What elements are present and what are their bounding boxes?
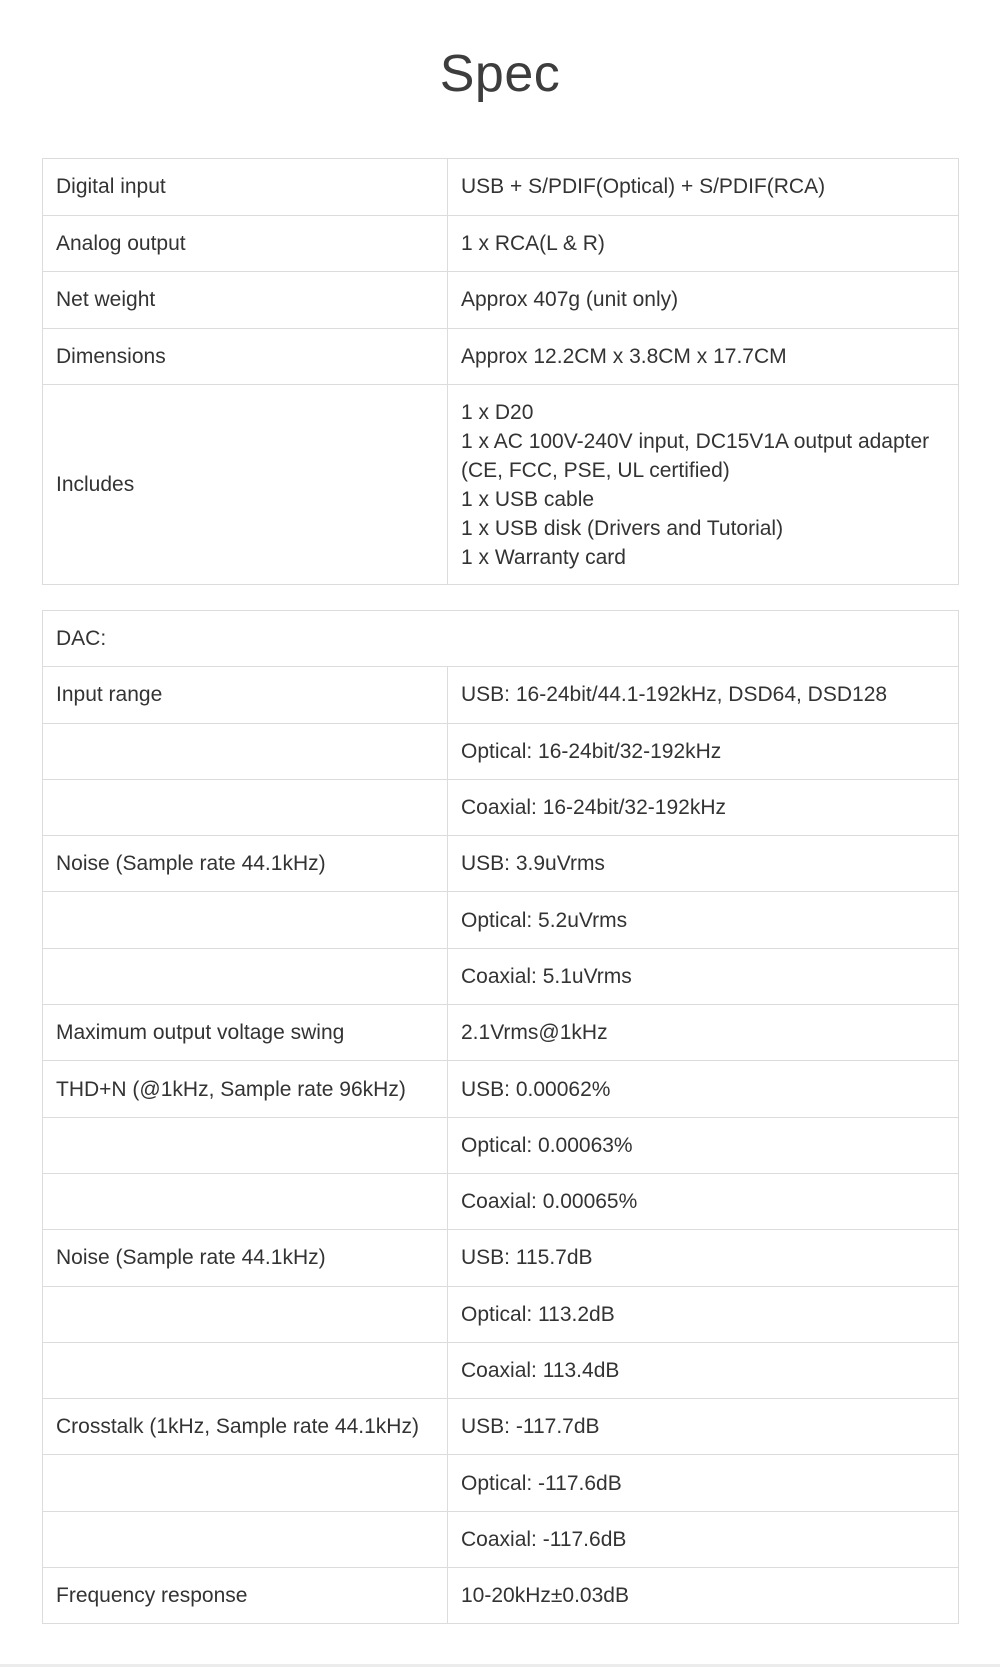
spec-label: Analog output <box>43 215 448 272</box>
spec-label: Includes <box>43 385 448 585</box>
includes-item: 1 x USB cable <box>461 487 595 511</box>
table-row <box>43 723 959 779</box>
spec-value: Coaxial: 0.00065% <box>448 1173 959 1229</box>
general-spec-table <box>42 158 959 585</box>
spec-value: Coaxial: 5.1uVrms <box>448 948 959 1004</box>
spec-label: Noise (Sample rate 44.1kHz) <box>43 836 448 892</box>
spec-label <box>43 1455 448 1511</box>
spec-value: USB: 115.7dB <box>448 1230 959 1286</box>
spec-value: Optical: 113.2dB <box>448 1286 959 1342</box>
includes-item: 1 x USB disk (Drivers and Tutorial) <box>461 516 784 540</box>
spec-value: Coaxial: -117.6dB <box>448 1511 959 1567</box>
spec-value: Coaxial: 113.4dB <box>448 1342 959 1398</box>
spec-label: Net weight <box>43 272 448 329</box>
spec-label: Crosstalk (1kHz, Sample rate 44.1kHz) <box>43 1399 448 1455</box>
table-row <box>43 159 959 216</box>
spec-value: USB: 16-24bit/44.1-192kHz, DSD64, DSD128 <box>448 667 959 723</box>
spec-label <box>43 948 448 1004</box>
spec-value: Optical: 16-24bit/32-192kHz <box>448 723 959 779</box>
includes-list <box>448 385 959 585</box>
table-row <box>43 1342 959 1398</box>
spec-label <box>43 892 448 948</box>
spec-label <box>43 1173 448 1229</box>
spec-label <box>43 1117 448 1173</box>
spec-label: Maximum output voltage swing <box>43 1005 448 1061</box>
spec-value: Optical: 0.00063% <box>448 1117 959 1173</box>
table-row <box>43 1511 959 1567</box>
table-row <box>43 667 959 723</box>
spec-label <box>43 723 448 779</box>
table-row <box>43 1399 959 1455</box>
table-row <box>43 836 959 892</box>
page-title: Spec <box>439 45 561 103</box>
spec-value: USB + S/PDIF(Optical) + S/PDIF(RCA) <box>448 159 959 216</box>
includes-item: 1 x AC 100V-240V input, DC15V1A output adapter <box>461 429 930 453</box>
table-row <box>43 1061 959 1117</box>
spec-label: THD+N (@1kHz, Sample rate 96kHz) <box>43 1061 448 1117</box>
spec-label <box>43 1286 448 1342</box>
table-row <box>43 1568 959 1624</box>
spec-value: 2.1Vrms@1kHz <box>448 1005 959 1061</box>
table-row <box>43 948 959 1004</box>
spec-value: USB: 0.00062% <box>448 1061 959 1117</box>
spec-value: USB: 3.9uVrms <box>448 836 959 892</box>
spec-value: Approx 407g (unit only) <box>448 272 959 329</box>
spec-label: Input range <box>43 667 448 723</box>
spec-value: 10-20kHz±0.03dB <box>448 1568 959 1624</box>
spec-value: Optical: 5.2uVrms <box>448 892 959 948</box>
includes-item: 1 x D20 <box>461 400 534 424</box>
spec-value: USB: -117.7dB <box>448 1399 959 1455</box>
spec-label <box>43 1511 448 1567</box>
spec-label: Noise (Sample rate 44.1kHz) <box>43 1230 448 1286</box>
dac-spec-table <box>42 610 959 1624</box>
table-row <box>43 1005 959 1061</box>
table-row <box>43 328 959 385</box>
table-row <box>43 1455 959 1511</box>
table-row <box>43 1230 959 1286</box>
spec-label: Digital input <box>43 159 448 216</box>
spec-label: Dimensions <box>43 328 448 385</box>
spec-label <box>43 779 448 835</box>
spec-value: 1 x RCA(L & R) <box>448 215 959 272</box>
spec-value: Approx 12.2CM x 3.8CM x 17.7CM <box>448 328 959 385</box>
table-row <box>43 892 959 948</box>
table-row <box>43 1173 959 1229</box>
table-row-includes <box>43 385 959 585</box>
includes-item: 1 x Warranty card <box>461 545 626 569</box>
spec-value: Optical: -117.6dB <box>448 1455 959 1511</box>
table-row <box>43 1117 959 1173</box>
dac-header-row <box>43 611 959 667</box>
table-row <box>43 272 959 329</box>
spec-label: Frequency response <box>43 1568 448 1624</box>
table-row <box>43 215 959 272</box>
spec-label <box>43 1342 448 1398</box>
spec-value: Coaxial: 16-24bit/32-192kHz <box>448 779 959 835</box>
table-row <box>43 779 959 835</box>
table-row <box>43 1286 959 1342</box>
dac-section-header: DAC: <box>43 611 959 667</box>
includes-item: (CE, FCC, PSE, UL certified) <box>461 458 730 482</box>
